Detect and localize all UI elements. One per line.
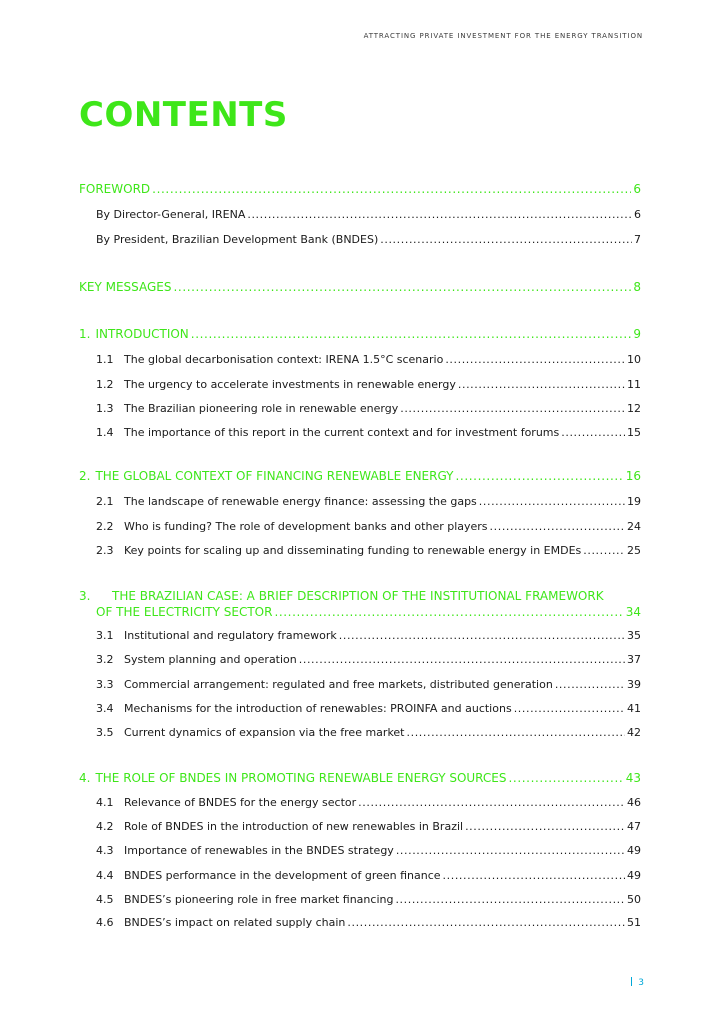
toc-page-number: 6 <box>633 182 641 196</box>
toc-entry-title: The global decarbonisation context: IRENA 1.5°C scenario <box>124 353 444 366</box>
toc-page-number: 9 <box>633 327 641 341</box>
dot-leader <box>358 796 625 809</box>
toc-page-number: 37 <box>627 653 641 666</box>
section-number: 4.2 <box>96 820 114 833</box>
toc-page-number: 7 <box>634 233 641 246</box>
toc-page-number: 10 <box>627 353 641 366</box>
dot-leader <box>339 629 625 642</box>
toc-page-number: 15 <box>627 426 641 439</box>
toc-page-number: 24 <box>627 520 641 533</box>
dot-leader <box>299 653 625 666</box>
toc-chapter-2[interactable] <box>79 469 641 483</box>
section-number: 3.5 <box>96 726 114 739</box>
toc-entry-title: System planning and operation <box>124 653 297 666</box>
toc-page-number: 39 <box>627 678 641 691</box>
toc-page-number: 12 <box>627 402 641 415</box>
toc-entry-title: THE GLOBAL CONTEXT OF FINANCING RENEWABLE ENERGY <box>95 469 454 483</box>
toc-entry-title: The importance of this report in the current context and for investment forums <box>124 426 560 439</box>
toc-entry[interactable] <box>79 495 641 508</box>
toc-page-number: 19 <box>627 495 641 508</box>
section-number: 1.2 <box>96 378 114 391</box>
toc-entry-title: THE ROLE OF BNDES IN PROMOTING RENEWABLE ENERGY SOURCES <box>95 771 507 785</box>
dot-leader <box>396 844 625 857</box>
section-number: 3.1 <box>96 629 114 642</box>
toc-entry-title: Commercial arrangement: regulated and free markets, distributed generation <box>124 678 553 691</box>
toc-page-number: 46 <box>627 796 641 809</box>
toc-chapter-1[interactable] <box>79 327 641 341</box>
page-title: CONTENTS <box>79 95 288 135</box>
section-number: 2.2 <box>96 520 114 533</box>
toc-page-number: 34 <box>625 605 641 619</box>
dot-leader <box>191 327 632 341</box>
toc-entry-title: Relevance of BNDES for the energy sector <box>124 796 357 809</box>
toc-entry-title: By President, Brazilian Development Bank (BNDES) <box>96 233 379 246</box>
toc-entry[interactable] <box>79 426 641 439</box>
toc-page-number: 16 <box>625 469 641 483</box>
toc-entry-title: FOREWORD <box>79 182 151 196</box>
toc-page-number: 43 <box>625 771 641 785</box>
toc-entry-title: BNDES’s impact on related supply chain <box>124 916 346 929</box>
dot-leader <box>465 820 625 833</box>
toc-entry[interactable] <box>79 893 641 906</box>
page-number-value: 3 <box>638 978 644 988</box>
dot-leader <box>514 702 625 715</box>
toc-entry[interactable] <box>79 726 641 739</box>
running-header: ATTRACTING PRIVATE INVESTMENT FOR THE ENERGY TRANSITION <box>363 32 643 40</box>
section-number: 3.4 <box>96 702 114 715</box>
dot-leader <box>445 353 625 366</box>
section-number: 1.4 <box>96 426 114 439</box>
toc-entry[interactable] <box>79 678 641 691</box>
toc-page-number: 47 <box>627 820 641 833</box>
toc-page-number: 11 <box>627 378 641 391</box>
toc-entry[interactable] <box>79 820 641 833</box>
toc-entry-foreword[interactable] <box>79 182 641 196</box>
chapter-number: 4. <box>79 771 91 785</box>
toc-page-number: 49 <box>627 869 641 882</box>
toc-page-number: 25 <box>627 544 641 557</box>
section-number: 3.2 <box>96 653 114 666</box>
section-number: 2.3 <box>96 544 114 557</box>
dot-leader <box>509 771 624 785</box>
toc-entry-title: Role of BNDES in the introduction of new renewables in Brazil <box>124 820 464 833</box>
page-number <box>631 977 644 988</box>
section-number: 4.4 <box>96 869 114 882</box>
section-number: 1.3 <box>96 402 114 415</box>
toc-entry[interactable] <box>79 844 641 857</box>
dot-leader <box>490 520 625 533</box>
toc-entry[interactable] <box>79 353 641 366</box>
toc-entry-title: The Brazilian pioneering role in renewable energy <box>124 402 399 415</box>
toc-entry[interactable] <box>79 653 641 666</box>
chapter-number: 3. <box>79 589 91 603</box>
dot-leader <box>583 544 625 557</box>
section-number: 3.3 <box>96 678 114 691</box>
toc-entry-title: Institutional and regulatory framework <box>124 629 337 642</box>
toc-entry[interactable] <box>79 520 641 533</box>
toc-entry[interactable] <box>79 378 641 391</box>
toc-entry[interactable] <box>79 629 641 642</box>
dot-leader <box>443 869 625 882</box>
dot-leader <box>479 495 625 508</box>
toc-chapter-3-line1[interactable] <box>79 589 604 603</box>
dot-leader <box>407 726 626 739</box>
toc-entry[interactable] <box>79 233 641 246</box>
toc-entry-title: INTRODUCTION <box>95 327 189 341</box>
toc-entry[interactable] <box>79 402 641 415</box>
toc-page-number: 42 <box>627 726 641 739</box>
dot-leader <box>347 916 625 929</box>
toc-entry-title: Key points for scaling up and disseminating funding to renewable energy in EMDEs <box>124 544 582 557</box>
toc-chapter-4[interactable] <box>79 771 641 785</box>
toc-entry-title: OF THE ELECTRICITY SECTOR <box>96 605 273 619</box>
toc-page-number: 41 <box>627 702 641 715</box>
dot-leader <box>555 678 625 691</box>
chapter-number: 1. <box>79 327 91 341</box>
section-number: 2.1 <box>96 495 114 508</box>
dot-leader <box>458 378 625 391</box>
dot-leader <box>400 402 625 415</box>
toc-page-number: 50 <box>627 893 641 906</box>
dot-leader <box>380 233 632 246</box>
dot-leader <box>274 605 623 619</box>
toc-entry-title: KEY MESSAGES <box>79 280 172 294</box>
section-number: 4.5 <box>96 893 114 906</box>
chapter-number: 2. <box>79 469 91 483</box>
toc-entry-title: BNDES performance in the development of green finance <box>124 869 441 882</box>
dot-leader <box>152 182 631 196</box>
toc-page-number: 51 <box>627 916 641 929</box>
toc-entry[interactable] <box>79 869 641 882</box>
toc-page-number: 8 <box>633 280 641 294</box>
section-number: 4.3 <box>96 844 114 857</box>
dot-leader <box>247 208 632 221</box>
page-number-divider <box>631 977 632 986</box>
toc-entry-title: The urgency to accelerate investments in renewable energy <box>124 378 456 391</box>
toc-entry[interactable] <box>79 916 641 929</box>
toc-page-number: 49 <box>627 844 641 857</box>
toc-entry-title: Current dynamics of expansion via the free market <box>124 726 405 739</box>
toc-entry-key-messages[interactable] <box>79 280 641 294</box>
dot-leader <box>561 426 625 439</box>
toc-entry-title: Importance of renewables in the BNDES strategy <box>124 844 394 857</box>
toc-entry[interactable] <box>79 208 641 221</box>
toc-entry[interactable] <box>79 544 641 557</box>
toc-entry[interactable] <box>79 702 641 715</box>
toc-entry-title: Mechanisms for the introduction of renewables: PROINFA and auctions <box>124 702 512 715</box>
toc-entry[interactable] <box>79 796 641 809</box>
toc-entry-title: By Director-General, IRENA <box>96 208 246 221</box>
dot-leader <box>173 280 631 294</box>
toc-entry-title: The landscape of renewable energy finance: assessing the gaps <box>124 495 477 508</box>
toc-page-number: 6 <box>634 208 641 221</box>
dot-leader <box>395 893 625 906</box>
toc-chapter-3[interactable] <box>79 605 641 619</box>
toc-entry-title: Who is funding? The role of development banks and other players <box>124 520 488 533</box>
toc-entry-title: THE BRAZILIAN CASE: A BRIEF DESCRIPTION OF THE INSTITUTIONAL FRAMEWORK <box>112 589 604 603</box>
section-number: 4.6 <box>96 916 114 929</box>
section-number: 4.1 <box>96 796 114 809</box>
section-number: 1.1 <box>96 353 114 366</box>
dot-leader <box>456 469 624 483</box>
toc-entry-title: BNDES’s pioneering role in free market financing <box>124 893 394 906</box>
toc-page-number: 35 <box>627 629 641 642</box>
